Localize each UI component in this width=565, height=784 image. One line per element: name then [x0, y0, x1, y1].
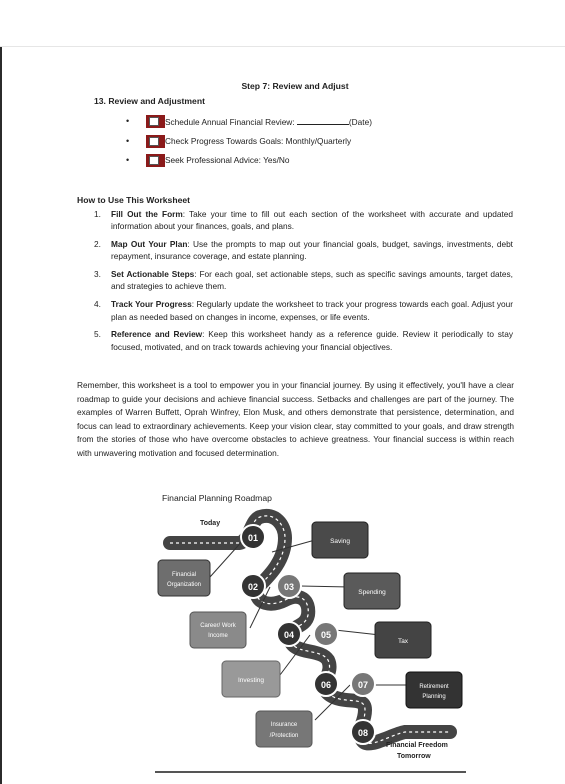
box-tax [375, 622, 431, 658]
svg-text:08: 08 [357, 728, 369, 738]
node-02 [241, 574, 265, 598]
roadmap-diagram [150, 500, 470, 770]
end-label-2: Tomorrow [397, 753, 431, 760]
node-06 [314, 672, 338, 696]
node-01 [241, 525, 265, 549]
svg-text:02: 02 [247, 582, 259, 592]
box-investing [222, 661, 280, 697]
list-item: 1. Fill Out the Form: Take your time to fill out each section of the worksheet with accurate and updated information about your finances, goals, and plans. [94, 209, 513, 232]
svg-text:Income: Income [208, 633, 228, 639]
node-03 [277, 574, 301, 598]
closing-paragraph: Remember, this worksheet is a tool to empower you in your financial journey. By using it effectively, you'll have a clear roadmap to guide your decisions and achieve financial success. Setbacks and challenges are part of the journey. The examples of Warren Buffett, Oprah Winfrey, Elon Musk, and others demonstrate that persistence, determination, and focus can lead to extraordinary achievements. Keep your vision clear, stay committed to your goals, and draw strength from the stories of those who have overcome obstacles to achieve greatness. Your financial success is within reach with unwavering motivation and focused determination. [77, 380, 514, 458]
node-04 [277, 622, 301, 646]
svg-text:06: 06 [320, 680, 332, 690]
box-career-work-income [190, 612, 246, 648]
end-label-1: Financial Freedom [386, 742, 448, 749]
box-spending [344, 573, 400, 609]
box-retirement-planning [406, 672, 462, 708]
svg-text:Organization: Organization [166, 582, 202, 588]
checklist-text: Schedule Annual Financial Review: (Date) [165, 116, 372, 127]
svg-text:Investing: Investing [237, 677, 265, 684]
date-blank[interactable] [297, 116, 349, 125]
list-item: 3. Set Actionable Steps: For each goal, set actionable steps, such as specific savings amounts, target dates, and strategies to achieve them. [94, 269, 513, 292]
start-label: Today [200, 520, 221, 527]
checklist-item[interactable] [126, 153, 290, 167]
checkbox-icon[interactable] [146, 154, 165, 167]
box-saving [312, 522, 368, 558]
roadmap-title: Financial Planning Roadmap [162, 493, 272, 503]
svg-text:04: 04 [283, 630, 295, 640]
checklist-text: Seek Professional Advice: Yes/No [165, 155, 290, 165]
svg-text:Career/ Work: Career/ Work [200, 623, 236, 629]
how-to-title: How to Use This Worksheet [77, 195, 191, 205]
svg-text:01: 01 [247, 533, 259, 543]
checklist-item[interactable] [126, 134, 351, 148]
svg-text:Retirement: Retirement [419, 684, 449, 690]
checklist-item[interactable] [126, 114, 372, 128]
list-item: 4. Track Your Progress: Regularly update the worksheet to track your progress towards each goal. Adjust your plan as needed based on changes in income, expenses, or life events. [94, 299, 513, 322]
svg-text:Financial: Financial [171, 572, 197, 578]
svg-text:05: 05 [320, 630, 332, 640]
bottom-rule [155, 771, 466, 773]
svg-text:Insurance: Insurance [270, 722, 298, 728]
node-05 [314, 622, 338, 646]
checkbox-icon[interactable] [146, 135, 165, 148]
list-item: 5. Reference and Review: Keep this worksheet handy as a reference guide. Review it periodically to stay focused, motivated, and on track towards achieving your financial objectives. [94, 329, 513, 352]
svg-text:Saving: Saving [330, 538, 350, 545]
box-financial-organization [158, 560, 210, 596]
bullet: • [126, 136, 130, 146]
node-08 [351, 720, 375, 744]
page-left-border [0, 47, 2, 784]
box-insurance-protection [256, 711, 312, 747]
svg-text:/Protection: /Protection [269, 733, 299, 739]
bullet: • [126, 155, 130, 165]
checklist-text: Check Progress Towards Goals: Monthly/Quarterly [165, 136, 352, 146]
svg-text:03: 03 [283, 582, 295, 592]
svg-text:07: 07 [357, 680, 369, 690]
svg-text:Spending: Spending [358, 589, 386, 596]
bullet: • [126, 116, 130, 126]
step-title: Step 7: Review and Adjust [241, 81, 349, 91]
svg-text:Planning: Planning [422, 694, 446, 700]
node-07 [351, 672, 375, 696]
checkbox-icon[interactable] [146, 115, 165, 128]
section-title: 13. Review and Adjustment [94, 96, 205, 106]
list-item: 2. Map Out Your Plan: Use the prompts to map out your financial goals, budget, savings, investments, debt repayment, insurance coverage, and estate planning. [94, 239, 513, 262]
steps-list [77, 208, 513, 358]
svg-text:Tax: Tax [397, 638, 409, 645]
viewer-top-bar [0, 0, 565, 47]
